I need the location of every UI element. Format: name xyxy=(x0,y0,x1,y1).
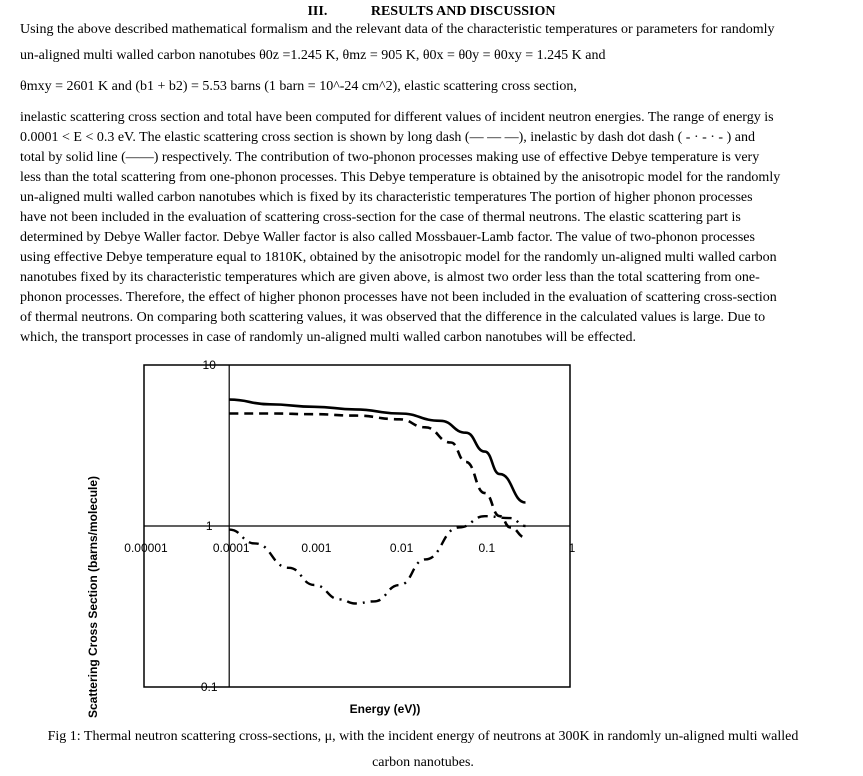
y-tick-label: 1 xyxy=(205,519,213,533)
paragraph-body-line: 0.0001 < E < 0.3 eV. The elastic scattering cross section is shown by long dash (— — —), inelastic by dash dot dash ( - · - · - ) and xyxy=(20,130,755,145)
figure-caption xyxy=(20,724,826,776)
series-line-solid xyxy=(229,400,525,503)
caption-line-2: carbon nanotubes. xyxy=(372,755,474,770)
caption-line-1: Fig 1: Thermal neutron scattering cross-sections, μ, with the incident energy of neutrons at 300K in randomly un-aligned multi walled xyxy=(47,729,799,744)
x-axis-label: Energy (eV)) xyxy=(349,702,421,716)
paragraph-body-line: less than the total scattering from one-phonon processes. This Debye temperature is obtained by the anisotropic model for the randomly xyxy=(20,170,781,185)
section-number: III. xyxy=(307,4,328,19)
y-tick-label: 10 xyxy=(202,360,216,372)
paragraph-body-line: of thermal neutrons. On comparing both scattering values, it was observed that the difference in the calculated values is large. Due to xyxy=(20,310,766,325)
section-heading xyxy=(0,4,863,20)
paragraph-line-1: Using the above described mathematical formalism and the relevant data of the characteristic temperatures or parameters for randomly xyxy=(20,22,775,37)
series-line-dash xyxy=(229,414,525,538)
paragraph-line-3: θmxy = 2601 K and (b1 + b2) = 5.53 barns (1 barn = 10^-24 cm^2), elastic scattering cross section, xyxy=(20,79,577,94)
scattering-chart xyxy=(0,360,863,720)
x-tick-label: 0.1 xyxy=(478,541,496,555)
y-tick-label: 0.1 xyxy=(200,680,218,694)
paragraph-body-line: determined by Debye Waller factor. Debye Waller factor is also called Mossbauer-Lamb factor. The value of two-phonon processes xyxy=(20,230,755,245)
paragraph-line-2: un-aligned multi walled carbon nanotubes θ0z =1.245 K, θmz = 905 K, θ0x = θ0y = θ0xy = 1.245 K and xyxy=(20,48,606,63)
x-tick-label: 0.00001 xyxy=(124,541,168,555)
paragraph-body xyxy=(20,108,826,348)
x-tick-label: 1 xyxy=(568,541,576,555)
series-line-dash-dot xyxy=(229,516,525,603)
paragraph-body-line: have not been included in the evaluation of scattering cross-section for the case of thermal neutrons. The elastic scattering part is xyxy=(20,210,741,225)
y-axis-label: Scattering Cross Section (barns/molecule) xyxy=(86,475,100,719)
paragraph-body-line: un-aligned multi walled carbon nanotubes which is fixed by its characteristic temperatures The portion of higher phonon processes xyxy=(20,190,753,205)
paragraph-body-line: nanotubes fixed by its characteristic temperatures which are given above, is almost two order less than the total scattering from one- xyxy=(20,270,760,285)
x-tick-label: 0.01 xyxy=(389,541,414,555)
x-tick-label: 0.001 xyxy=(301,541,332,555)
section-title: RESULTS AND DISCUSSION xyxy=(370,4,556,19)
paragraph-body-line: phonon processes. Therefore, the effect of higher phonon processes have not been included in the evaluation of scattering cross-section xyxy=(20,290,777,305)
paragraph-body-line: total by solid line (——) respectively. The contribution of two-phonon processes making use of effective Debye temperature is very xyxy=(20,150,760,165)
x-tick-label: 0.0001 xyxy=(212,541,250,555)
paragraph-body-line: using effective Debye temperature equal to 1810K, obtained by the anisotropic model for the randomly un-aligned multi walled carbon xyxy=(20,250,777,265)
paragraph-body-line: which, the transport processes in case of randomly un-aligned multi walled carbon nanotubes will be effected. xyxy=(20,330,636,345)
figure xyxy=(0,360,863,720)
paragraph-body-line: inelastic scattering cross section and total have been computed for different values of incident neutron energies. The range of energy is xyxy=(20,110,774,125)
